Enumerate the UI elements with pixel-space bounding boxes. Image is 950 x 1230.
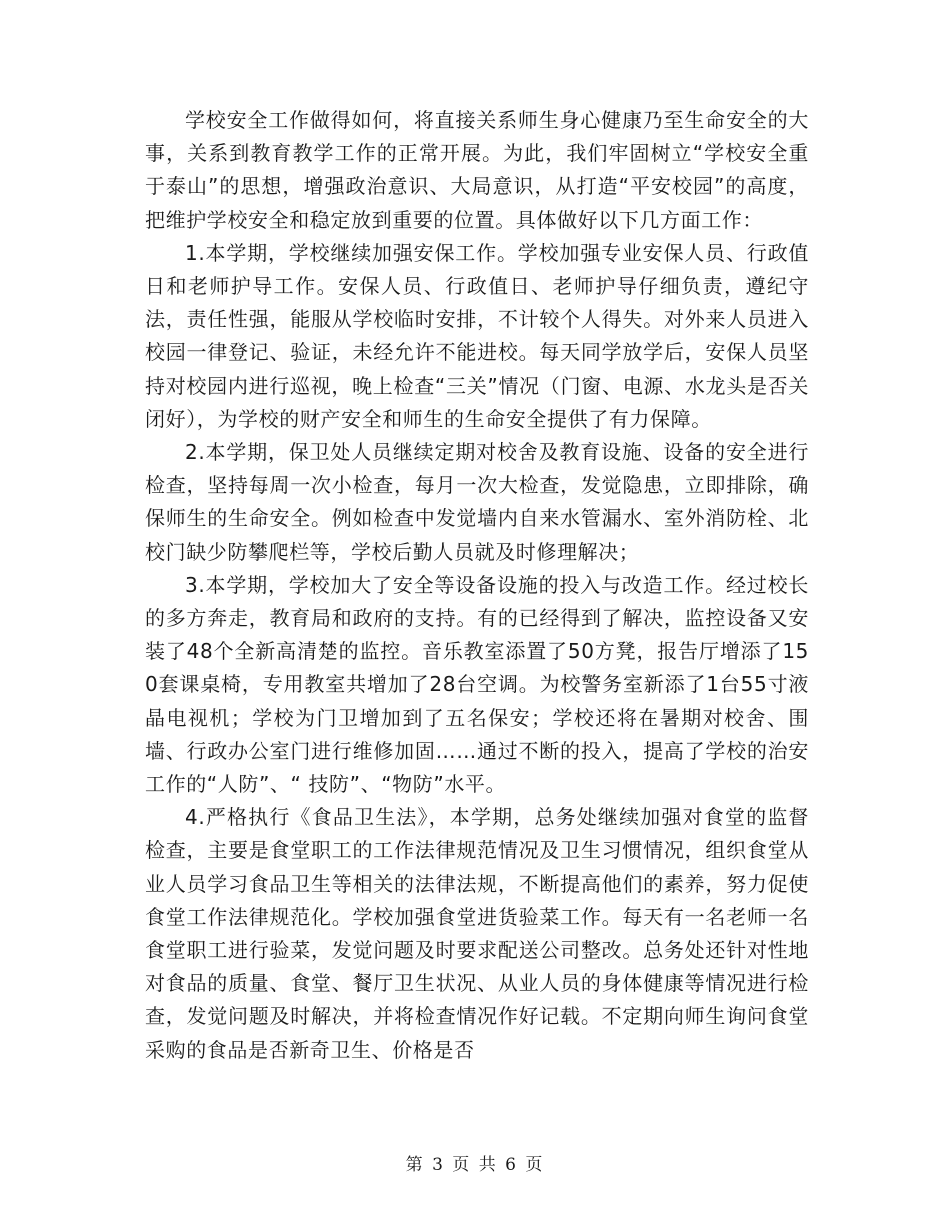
paragraph-item-2: 2.本学期，保卫处人员继续定期对校舍及教育设施、设备的安全进行检查，坚持每周一次小检查，每月一次大检查，发觉隐患，立即排除，确保师生的生命安全。例如检查中发觉墙内自来水管漏水、室外消防栓、北校门缺少防攀爬栏等，学校后勤人员就及时修理解决； — [145, 440, 809, 564]
document-body — [145, 104, 809, 1067]
page-number-label: 第 3 页 共 6 页 — [405, 1155, 545, 1175]
paragraph-intro: 学校安全工作做得如何，将直接关系师生身心健康乃至生命安全的大事，关系到教育教学工作的正常开展。为此，我们牢固树立“学校安全重于泰山”的思想，增强政治意识、大局意识，从打造“平安校园”的高度，把维护学校安全和稳定放到重要的位置。具体做好以下几方面工作： — [145, 108, 809, 232]
paragraph-item-3: 3.本学期，学校加大了安全等设备设施的投入与改造工作。经过校长的多方奔走，教育局和政府的支持。有的已经得到了解决，监控设备又安装了48个全新高清楚的监控。音乐教室添置了50方凳，报告厅增添了150套课桌椅，专用教室共增加了28台空调。为校警务室新添了1台55寸液晶电视机；学校为门卫增加到了五名保安；学校还将在暑期对校舍、围墙、行政办公室门进行维修加固……通过不断的投入，提高了学校的治安工作的“人防”、“ 技防”、“物防”水平。 — [145, 572, 809, 797]
paragraph-item-4: 4.严格执行《食品卫生法》，本学期，总务处继续加强对食堂的监督检查，主要是食堂职工的工作法律规范情况及卫生习惯情况，组织食堂从业人员学习食品卫生等相关的法律法规，不断提高他们的素养，努力促使食堂工作法律规范化。学校加强食堂进货验菜工作。每天有一名老师一名食堂职工进行验菜，发觉问题及时要求配送公司整改。总务处还针对性地对食品的质量、食堂、餐厅卫生状况、从业人员的身体健康等情况进行检查，发觉问题及时解决，并将检查情况作好记载。不定期向师生询问食堂采购的食品是否新奇卫生、价格是否 — [145, 805, 809, 1062]
paragraph-item-1: 1.本学期，学校继续加强安保工作。学校加强专业安保人员、行政值日和老师护导工作。安保人员、行政值日、老师护导仔细负责，遵纪守法，责任性强，能服从学校临时安排，不计较个人得失。对外来人员进入校园一律登记、验证，未经允许不能进校。每天同学放学后，安保人员坚持对校园内进行巡视，晚上检查“三关”情况（门窗、电源、水龙头是否关闭好），为学校的财产安全和师生的生命安全提供了有力保障。 — [145, 240, 809, 431]
page-footer — [0, 1150, 950, 1175]
